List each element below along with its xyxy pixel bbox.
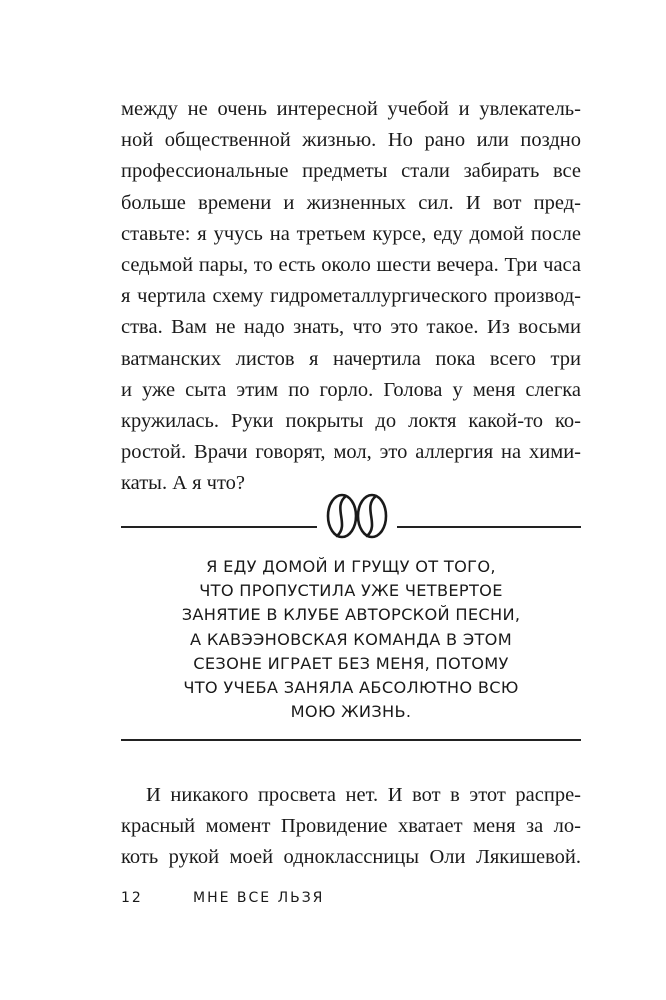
quote-line: ЧТО УЧЕБА ЗАНЯЛА АБСОЛЮТНО ВСЮ <box>183 678 519 698</box>
text-line: между не очень интересной учебой и увлекатель- <box>121 98 581 120</box>
text-line: я чертила схему гидрометаллургического производ- <box>121 285 581 308</box>
text-line: красный момент Провидение хватает меня за ло- <box>121 815 581 838</box>
body-paragraph <box>121 94 581 500</box>
quote-line: А КАВЭЭНОВСКАЯ КОМАНДА В ЭТОМ <box>190 629 512 649</box>
text-line: профессиональные предметы стали забирать все <box>121 160 581 183</box>
quote-line: ЗАНЯТИЕ В КЛУБЕ АВТОРСКОЙ ПЕСНИ, <box>181 605 521 625</box>
text-line: седьмой пары, то есть около шести вечера. Три часа <box>121 254 581 277</box>
text-line: и уже сыта этим по горло. Голова у меня слегка <box>121 378 581 401</box>
text-line: ставьте: я учусь на третьем курсе, еду домой после <box>121 222 581 245</box>
text-line: ства. Вам не надо знать, что это такое. Из восьми <box>121 316 581 339</box>
text-line: ватманских листов я начертила пока всего три <box>121 347 581 370</box>
pull-quote <box>121 555 581 724</box>
text-line: коть рукой моей одноклассницы Оли Лякишевой. <box>121 846 581 869</box>
text-line: И никакого просвета нет. И вот в этот распре- <box>146 784 581 806</box>
text-line: каты. А я что? <box>121 472 246 495</box>
body-paragraph <box>121 780 581 874</box>
quote-line: МОЮ ЖИЗНЬ. <box>290 702 412 722</box>
divider-line-left <box>121 526 317 528</box>
coffee-beans-icon <box>322 490 392 542</box>
quote-line: СЕЗОНЕ ИГРАЕТ БЕЗ МЕНЯ, ПОТОМУ <box>193 653 509 673</box>
text-line: ной общественной жизнью. Но рано или поздно <box>121 129 581 152</box>
divider-line-bottom <box>121 739 581 741</box>
quote-line: ЧТО ПРОПУСТИЛА УЖЕ ЧЕТВЕРТОЕ <box>199 581 503 601</box>
quote-line: Я ЕДУ ДОМОЙ И ГРУЩУ ОТ ТОГО, <box>206 557 496 576</box>
divider-line-right <box>397 526 581 528</box>
text-line: кружилась. Руки покрыты до локтя какой-то ко- <box>121 410 581 433</box>
text-line: ростой. Врачи говорят, мол, это аллергия на хими- <box>121 441 581 464</box>
running-title: МНЕ ВСЕ ЛЬЗЯ <box>193 890 325 906</box>
page-number: 12 <box>121 890 143 906</box>
text-line: больше времени и жизненных сил. И вот пред- <box>121 191 581 214</box>
